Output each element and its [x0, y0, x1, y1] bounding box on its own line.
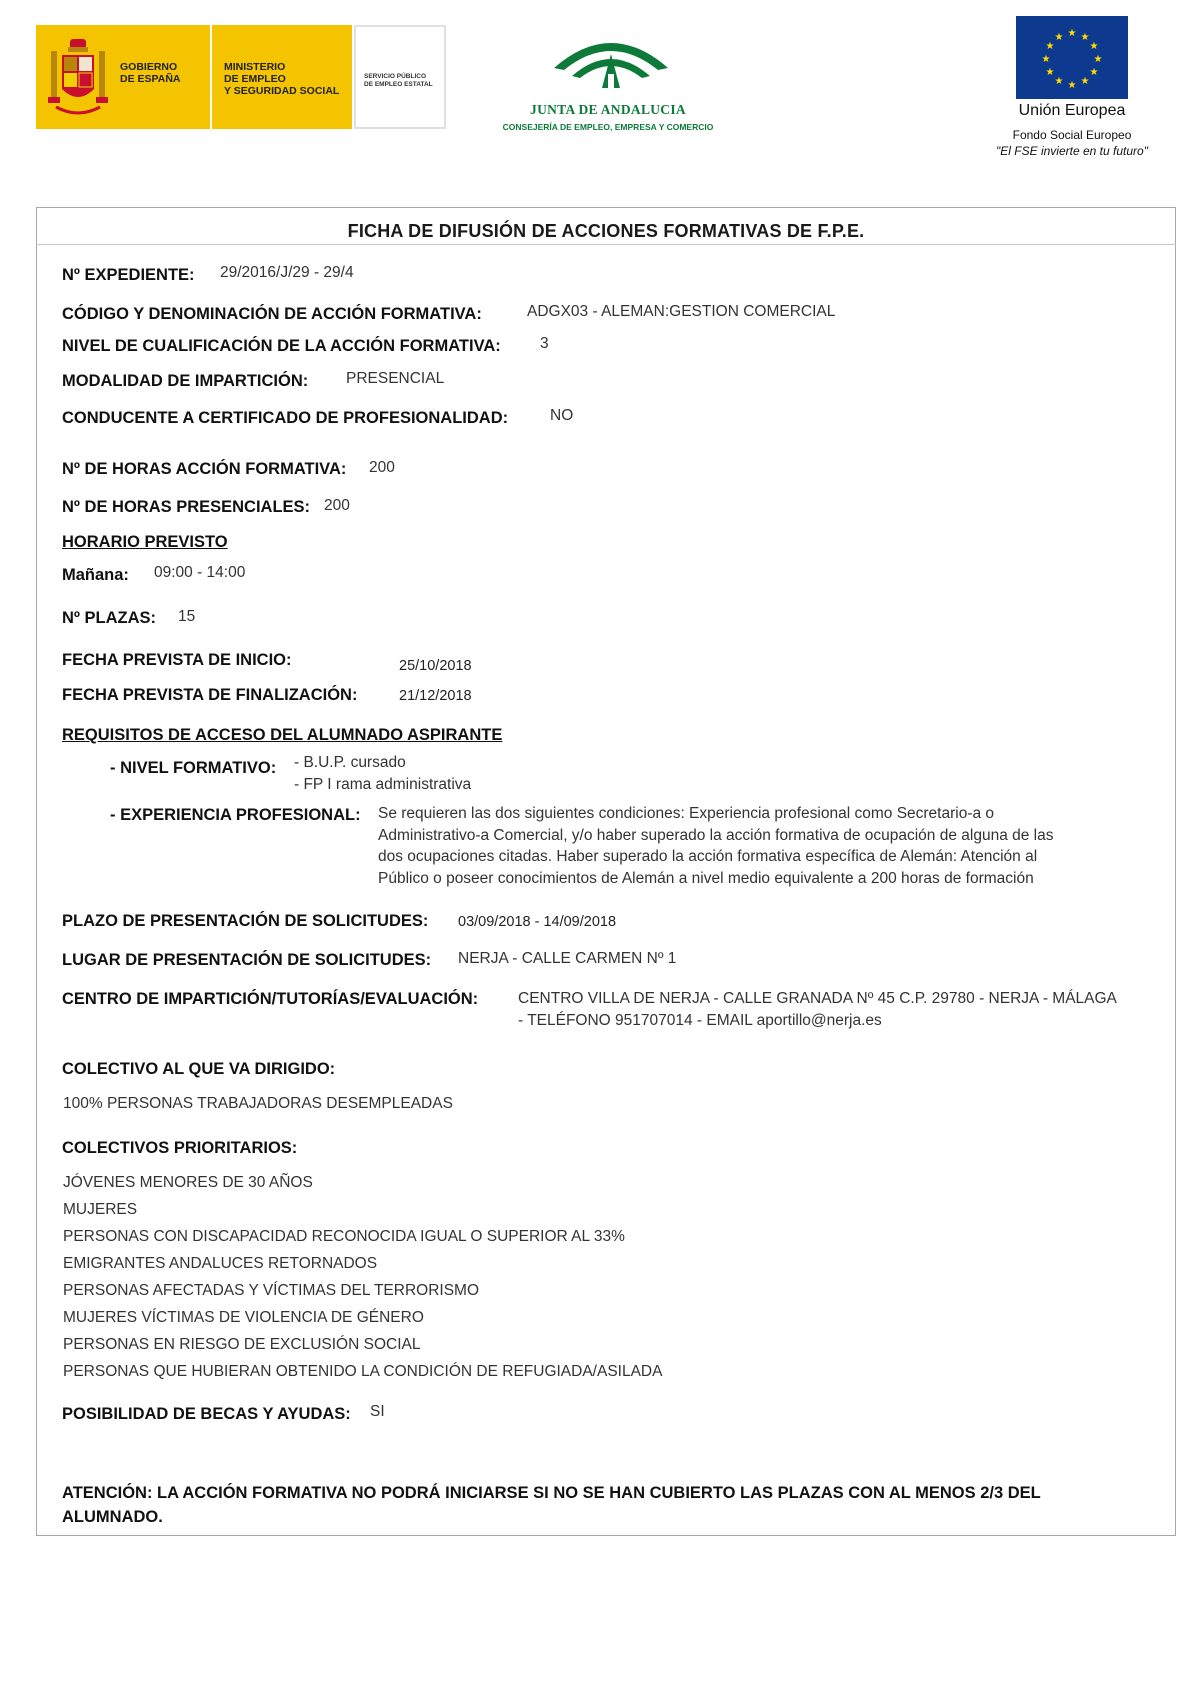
prioritarios-label: COLECTIVOS PRIORITARIOS: — [62, 1139, 298, 1157]
prioritario-item: PERSONAS CON DISCAPACIDAD RECONOCIDA IGUAL O SUPERIOR AL 33% — [63, 1228, 625, 1245]
modalidad-value: PRESENCIAL — [346, 370, 445, 387]
inicio-value: 25/10/2018 — [399, 658, 472, 674]
ministerio-line-1: MINISTERIO — [224, 61, 286, 73]
plazas-value: 15 — [178, 608, 196, 625]
colectivo-value: 100% PERSONAS TRABAJADORAS DESEMPLEADAS — [63, 1095, 453, 1112]
gobierno-line-2: DE ESPAÑA — [120, 73, 181, 85]
inicio-label: FECHA PREVISTA DE INICIO: — [62, 651, 292, 669]
coat-of-arms-icon — [48, 37, 108, 119]
codigo-value: ADGX03 - ALEMAN:GESTION COMERCIAL — [527, 303, 836, 320]
sepe-line-2: DE EMPLEO ESTATAL — [364, 81, 433, 88]
centro-value — [518, 988, 1178, 1031]
experiencia-line: dos ocupaciones citadas. Haber superado la acción formativa específica de Alemán: Atención al — [378, 848, 1038, 865]
plazo-label: PLAZO DE PRESENTACIÓN DE SOLICITUDES: — [62, 912, 429, 930]
ministerio-line-2: DE EMPLEO — [224, 73, 286, 85]
gobierno-panel — [36, 25, 210, 129]
fin-value: 21/12/2018 — [399, 688, 472, 704]
colectivo-label: COLECTIVO AL QUE VA DIRIGIDO: — [62, 1060, 336, 1078]
sepe-panel — [354, 25, 446, 129]
svg-text:★: ★ — [1067, 28, 1077, 39]
gobierno-espana-logo — [36, 25, 446, 129]
eu-motto: "El FSE invierte en tu futuro" — [996, 144, 1148, 158]
becas-label: POSIBILIDAD DE BECAS Y AYUDAS: — [62, 1405, 351, 1423]
gobierno-line-1: GOBIERNO — [120, 61, 178, 73]
plazo-value: 03/09/2018 - 14/09/2018 — [458, 914, 617, 930]
lugar-value: NERJA - CALLE CARMEN Nº 1 — [458, 950, 677, 967]
sepe-line-1: SERVICIO PÚBLICO — [364, 73, 427, 80]
centro-line: CENTRO VILLA DE NERJA - CALLE GRANADA Nº 45 C.P. 29780 - NERJA - MÁLAGA — [518, 990, 1117, 1007]
nivel-value: 3 — [540, 335, 549, 352]
prioritario-item: PERSONAS EN RIESGO DE EXCLUSIÓN SOCIAL — [63, 1336, 421, 1353]
nivel-formativo-item: - FP I rama administrativa — [294, 776, 472, 793]
nivel-label: NIVEL DE CUALIFICACIÓN DE LA ACCIÓN FORMATIVA: — [62, 337, 501, 355]
svg-text:★: ★ — [1093, 54, 1103, 65]
experiencia-line: Público o poseer conocimientos de Alemán a nivel medio equivalente a 200 horas de formación — [378, 869, 1034, 887]
page-title: FICHA DE DIFUSIÓN DE ACCIONES FORMATIVAS DE F.P.E. — [347, 221, 865, 241]
svg-text:★: ★ — [1054, 76, 1064, 87]
junta-emblem-icon — [550, 24, 672, 90]
atencion-line: ALUMNADO. — [62, 1508, 163, 1526]
svg-text:★: ★ — [1054, 32, 1064, 43]
prioritario-item: MUJERES VÍCTIMAS DE VIOLENCIA DE GÉNERO — [63, 1309, 424, 1326]
ministerio-text — [224, 61, 339, 97]
junta-andalucia-logo — [502, 24, 714, 142]
prioritario-item: MUJERES — [63, 1201, 138, 1218]
svg-text:★: ★ — [1045, 67, 1055, 78]
prioritario-item: PERSONAS AFECTADAS Y VÍCTIMAS DEL TERRORISMO — [63, 1282, 480, 1299]
gobierno-text — [120, 61, 180, 85]
horas-presenciales-label: Nº DE HORAS PRESENCIALES: — [62, 498, 311, 516]
codigo-label: CÓDIGO Y DENOMINACIÓN DE ACCIÓN FORMATIVA: — [62, 305, 482, 323]
ministerio-panel — [212, 25, 352, 129]
svg-text:★: ★ — [1041, 54, 1051, 65]
conducente-value: NO — [550, 407, 574, 424]
expediente-value: 29/2016/J/29 - 29/4 — [220, 264, 354, 281]
atencion-notice — [62, 1481, 1041, 1529]
manana-label: Mañana: — [62, 566, 129, 584]
lugar-label: LUGAR DE PRESENTACIÓN DE SOLICITUDES: — [62, 951, 432, 969]
svg-text:★: ★ — [1089, 41, 1099, 52]
nivel-formativo-label: - NIVEL FORMATIVO: — [110, 759, 277, 777]
prioritario-item: JÓVENES MENORES DE 30 AÑOS — [63, 1174, 313, 1191]
experiencia-line: Administrativo-a Comercial, y/o haber superado la acción formativa de ocupación de alguna de las — [378, 826, 1054, 844]
becas-value: SI — [370, 1403, 385, 1420]
title-divider — [36, 244, 1176, 245]
svg-text:★: ★ — [1067, 80, 1077, 91]
horas-label: Nº DE HORAS ACCIÓN FORMATIVA: — [62, 460, 347, 478]
experiencia-line: Se requieren las dos siguientes condiciones: Experiencia profesional como Secretario-a o — [378, 805, 995, 822]
svg-text:★: ★ — [1089, 67, 1099, 78]
junta-consejeria: CONSEJERÍA DE EMPLEO, EMPRESA Y COMERCIO — [502, 122, 714, 132]
eu-fund: Fondo Social Europeo — [1012, 128, 1132, 142]
eu-flag-icon — [1016, 16, 1128, 99]
plazas-label: Nº PLAZAS: — [62, 609, 157, 627]
horario-heading: HORARIO PREVISTO — [62, 533, 228, 551]
sepe-text — [364, 73, 433, 89]
atencion-line: ATENCIÓN: LA ACCIÓN FORMATIVA NO PODRÁ INICIARSE SI NO SE HAN CUBIERTO LAS PLAZAS CON AL MENOS 2/3 DEL — [62, 1484, 1041, 1502]
manana-value: 09:00 - 14:00 — [154, 564, 246, 581]
svg-text:★: ★ — [1080, 32, 1090, 43]
experiencia-label: - EXPERIENCIA PROFESIONAL: — [110, 806, 361, 824]
expediente-label: Nº EXPEDIENTE: — [62, 266, 195, 284]
nivel-formativo-item: - B.U.P. cursado — [294, 754, 406, 771]
modalidad-label: MODALIDAD DE IMPARTICIÓN: — [62, 372, 309, 390]
svg-text:★: ★ — [1080, 76, 1090, 87]
fin-label: FECHA PREVISTA DE FINALIZACIÓN: — [62, 686, 358, 704]
experiencia-text — [378, 803, 1158, 889]
centro-line: - TELÉFONO 951707014 - EMAIL aportillo@nerja.es — [518, 1011, 882, 1029]
centro-label: CENTRO DE IMPARTICIÓN/TUTORÍAS/EVALUACIÓN: — [62, 990, 479, 1008]
prioritario-item: EMIGRANTES ANDALUCES RETORNADOS — [63, 1255, 378, 1272]
prioritario-item: PERSONAS QUE HUBIERAN OBTENIDO LA CONDICIÓN DE REFUGIADA/ASILADA — [63, 1363, 663, 1380]
requisitos-heading: REQUISITOS DE ACCESO DEL ALUMNADO ASPIRANTE — [62, 726, 503, 744]
ministerio-line-3: Y SEGURIDAD SOCIAL — [224, 85, 340, 97]
svg-text:★: ★ — [1045, 41, 1055, 52]
eu-stars-icon — [1016, 16, 1128, 99]
eu-name: Unión Europea — [1018, 102, 1126, 119]
conducente-label: CONDUCENTE A CERTIFICADO DE PROFESIONALIDAD: — [62, 409, 509, 427]
junta-name: JUNTA DE ANDALUCIA — [530, 102, 686, 117]
horas-value: 200 — [369, 459, 395, 476]
horas-presenciales-value: 200 — [324, 497, 350, 514]
